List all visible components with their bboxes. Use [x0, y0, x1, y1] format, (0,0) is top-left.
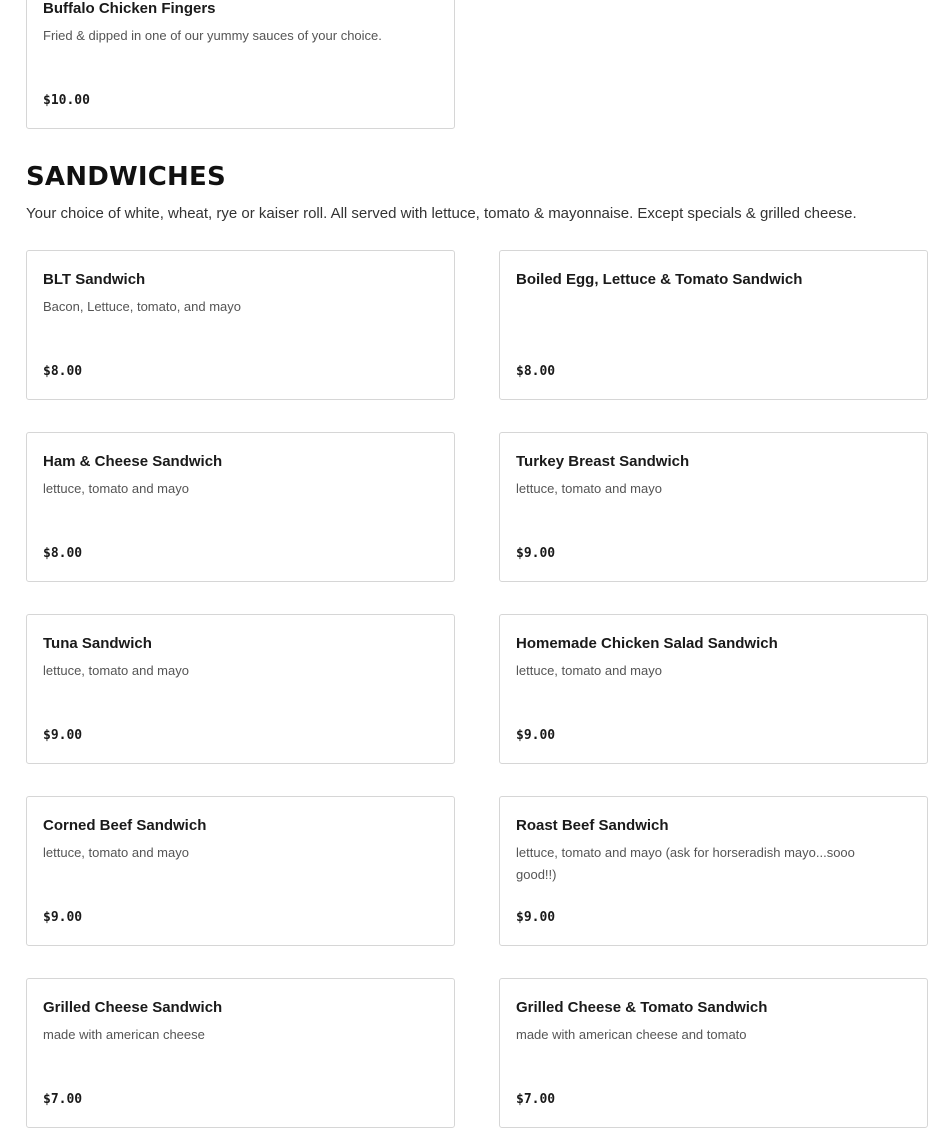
menu-item-description: lettuce, tomato and mayo	[43, 663, 189, 678]
menu-item-price: $10.00	[43, 93, 90, 108]
menu-item-name: Ham & Cheese Sandwich	[43, 453, 223, 470]
menu-item-card-boiled-egg-sandwich[interactable]	[499, 250, 928, 400]
menu-item-price: $8.00	[43, 546, 83, 561]
menu-item-price: $8.00	[43, 364, 83, 379]
menu-item-card-grilled-cheese-sandwich[interactable]	[26, 978, 455, 1128]
menu-item-description: lettuce, tomato and mayo	[43, 481, 189, 496]
menu-item-description: lettuce, tomato and mayo	[43, 845, 189, 860]
menu-item-name: BLT Sandwich	[43, 271, 146, 288]
menu-item-description: made with american cheese	[43, 1027, 205, 1042]
menu-item-price: $9.00	[43, 728, 83, 743]
menu-item-price: $9.00	[516, 728, 556, 743]
menu-item-card-roast-beef-sandwich[interactable]	[499, 796, 928, 946]
menu-item-name: Roast Beef Sandwich	[516, 817, 669, 834]
menu-item-description: lettuce, tomato and mayo	[516, 663, 662, 678]
menu-item-price: $7.00	[516, 1092, 556, 1107]
menu-item-card-buffalo-chicken-fingers[interactable]	[26, 0, 455, 129]
menu-item-description: made with american cheese and tomato	[516, 1027, 747, 1042]
menu-item-description: Fried & dipped in one of our yummy sauces of your choice.	[43, 28, 382, 43]
menu-item-name: Grilled Cheese & Tomato Sandwich	[516, 999, 768, 1016]
menu-item-name: Tuna Sandwich	[43, 635, 152, 652]
menu-item-card-grilled-cheese-tomato-sandwich[interactable]	[499, 978, 928, 1128]
menu-item-name: Boiled Egg, Lettuce & Tomato Sandwich	[516, 271, 803, 288]
menu-item-card-ham-cheese-sandwich[interactable]	[26, 432, 455, 582]
menu-item-name: Turkey Breast Sandwich	[516, 453, 690, 470]
menu-item-name: Buffalo Chicken Fingers	[43, 0, 216, 17]
menu-item-card-turkey-breast-sandwich[interactable]	[499, 432, 928, 582]
menu-item-name: Grilled Cheese Sandwich	[43, 999, 223, 1016]
menu-item-price: $8.00	[516, 364, 556, 379]
menu-item-description: Bacon, Lettuce, tomato, and mayo	[43, 299, 242, 314]
menu-item-card-tuna-sandwich[interactable]	[26, 614, 455, 764]
menu-item-card-chicken-salad-sandwich[interactable]	[499, 614, 928, 764]
menu-item-price: $7.00	[43, 1092, 83, 1107]
menu-item-card-corned-beef-sandwich[interactable]	[26, 796, 455, 946]
menu-item-description: lettuce, tomato and mayo	[516, 481, 662, 496]
menu-item-name: Corned Beef Sandwich	[43, 817, 207, 834]
menu-item-description: lettuce, tomato and mayo (ask for horseradish mayo...sooo good!!)	[516, 845, 855, 882]
section-description: Your choice of white, wheat, rye or kaiser roll. All served with lettuce, tomato & mayonnaise. Except specials & grilled cheese.	[26, 205, 857, 222]
menu-item-price: $9.00	[516, 910, 556, 925]
menu-item-price: $9.00	[43, 910, 83, 925]
section-title: SANDWICHES	[26, 162, 226, 192]
menu-item-price: $9.00	[516, 546, 556, 561]
menu-item-card-blt-sandwich[interactable]	[26, 250, 455, 400]
menu-item-name: Homemade Chicken Salad Sandwich	[516, 635, 778, 652]
